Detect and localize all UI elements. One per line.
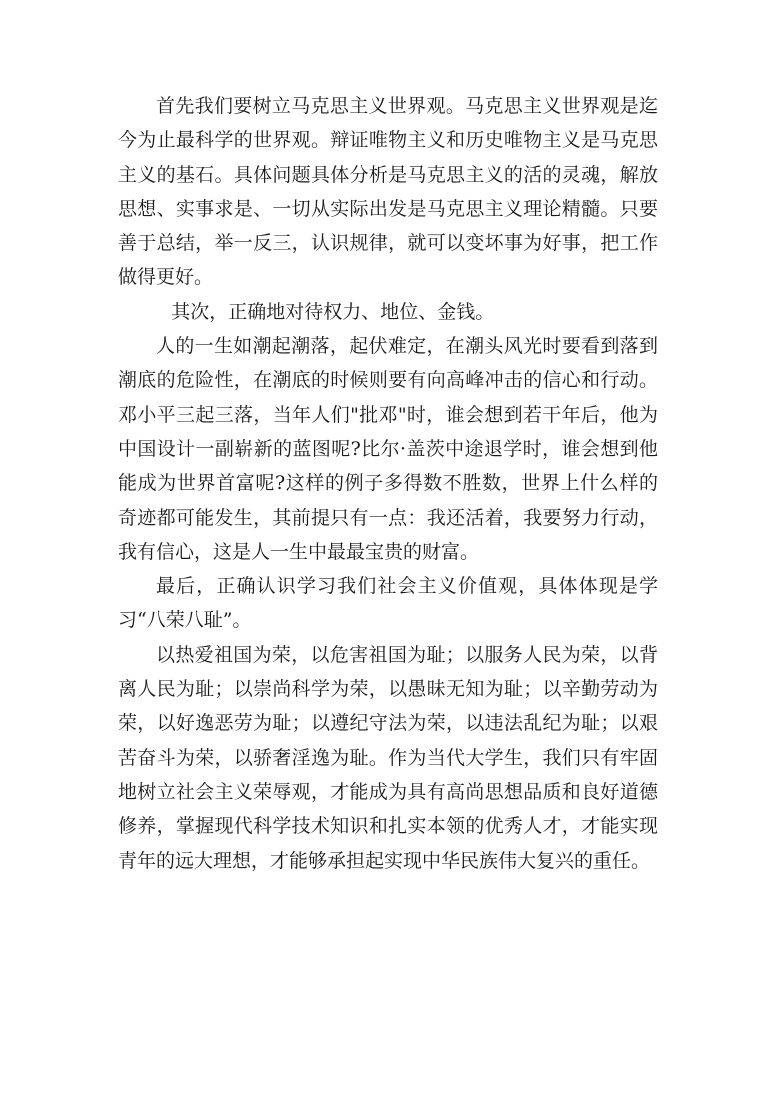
paragraph-socialist-values: 最后，正确认识学习我们社会主义价值观，具体体现是学习“八荣八耻”。 <box>118 575 658 632</box>
paragraph-worldview: 首先我们要树立马克思主义世界观。马克思主义世界观是迄今为止最科学的世界观。辩证唯物主义和历史唯物主义是马克思主义的基石。具体问题具体分析是马克思主义的活的灵魂，解放思想、实事求是、一切从实际出发是马克思主义理论精髓。只要善于总结，举一反三，认识规律，就可以变坏事为好事，把工作做得更好。 <box>118 95 658 289</box>
paragraph-life-ups-downs: 人的一生如潮起潮落，起伏难定，在潮头风光时要看到落到潮底的危险性，在潮底的时候则要有向高峰冲击的信心和行动。邓小平三起三落，当年人们"批邓"时，谁会想到若干年后，他为中国设计一副崭新的蓝图呢?比尔·盖茨中途退学时，谁会想到他能成为世界首富呢?这样的例子多得数不胜数，世界上什么样的奇迹都可能发生，其前提只有一点：我还活着，我要努力行动，我有信心，这是人一生中最最宝贵的财富。 <box>118 335 658 563</box>
paragraph-power-status-money: 其次，正确地对待权力、地位、金钱。 <box>171 300 495 323</box>
paragraph-eight-honors-eight-shames: 以热爱祖国为荣，以危害祖国为耻；以服务人民为荣，以背离人民为耻；以崇尚科学为荣，以愚昧无知为耻；以辛勤劳动为荣，以好逸恶劳为耻；以遵纪守法为荣，以违法乱纪为耻；以艰苦奋斗为荣，以骄奢淫逸为耻。作为当代大学生，我们只有牢固地树立社会主义荣辱观，才能成为具有高尚思想品质和良好道德修养，掌握现代科学技术知识和扎实本领的优秀人才，才能实现青年的远大理想，才能够承担起实现中华民族伟大复兴的重任。 <box>118 643 658 872</box>
document-body <box>118 89 658 878</box>
